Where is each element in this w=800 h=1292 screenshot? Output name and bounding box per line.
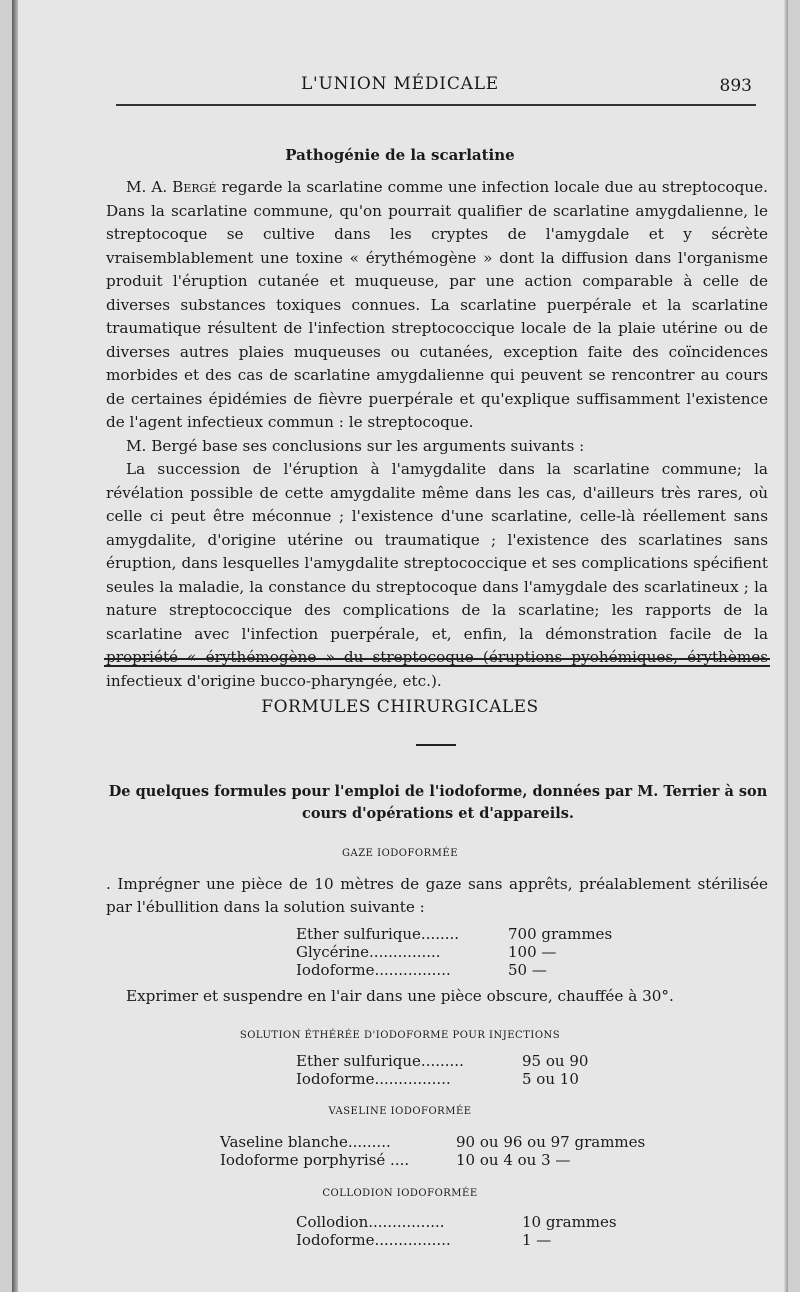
collodion-heading: COLLODION IODOFORMÉE <box>322 1188 478 1199</box>
gaze-recipe <box>296 925 612 979</box>
solution-heading: SOLUTION ÉTHÉRÉE D'IODOFORME POUR INJECTIONS <box>239 1030 561 1041</box>
recipe-row <box>296 961 612 979</box>
paragraph-2: M. Bergé base ses conclusions sur les arguments suivants : <box>126 436 585 455</box>
ingredient-name: Ether sulfurique......... <box>296 1052 464 1070</box>
ingredient-name: Glycérine............... <box>296 943 441 961</box>
paragraph-1 <box>106 176 768 435</box>
recipe-row <box>220 1151 645 1169</box>
ingredient-name: Vaseline blanche......... <box>220 1133 391 1151</box>
ingredient-quantity: 95 ou 90 <box>522 1052 589 1070</box>
recipe-row <box>296 1070 588 1088</box>
gaze-instructions: . Imprégner une pièce de 10 mètres de gaze sans apprêts, préalablement stérilisée par l'ébullition dans la solution suivante : <box>106 875 768 916</box>
collodion-recipe <box>296 1213 617 1249</box>
page-number: 893 <box>719 76 752 96</box>
ingredient-quantity: 5 ou 10 <box>522 1070 579 1088</box>
ingredient-quantity: 10 grammes <box>522 1213 617 1231</box>
recipe-row <box>296 925 612 943</box>
vaseline-heading: VASELINE IODOFORMÉE <box>328 1106 472 1117</box>
formules-title: FORMULES CHIRURGICALES <box>261 697 539 717</box>
recipe-row <box>296 1052 588 1070</box>
ingredient-quantity: 50 — <box>508 961 547 979</box>
ingredient-quantity: 100 — <box>508 943 557 961</box>
ingredient-name: Iodoforme................ <box>296 1070 451 1088</box>
title-rule <box>416 744 456 746</box>
formules-subtitle: De quelques formules pour l'emploi de l'iodoforme, données par M. Terrier à son cours d'opérations et d'appareils. <box>108 783 768 822</box>
ingredient-name: Iodoforme................ <box>296 1231 451 1249</box>
section-divider <box>104 658 770 667</box>
recipe-row <box>296 1231 617 1249</box>
solution-recipe <box>296 1052 588 1088</box>
author-name: M. A. Bergé <box>126 178 217 196</box>
ingredient-quantity: 1 — <box>522 1231 552 1249</box>
ingredient-name: Ether sulfurique........ <box>296 925 460 943</box>
ingredient-quantity: 10 ou 4 ou 3 — <box>456 1151 571 1169</box>
journal-page <box>12 0 788 1292</box>
paragraph-3: La succession de l'éruption à l'amygdalite dans la scarlatine commune; la révélation possible de cette amygdalite même dans les cas, d'ailleurs très rares, où celle ci peut être méconnue ; l'existence d'une scarlatine, celle-là réellement sans amygdalite, d'origine utérine ou traumatique ; l'existence des scarlatines sans éruption, dans lesquelles l'amygdalite streptococcique et ses complications spécifient seules la maladie, la constance du streptocoque dans l'amygdale des scarlatineux ; la nature streptococcique des complications de la scarlatine; les rapports de la scarlatine avec l'infection puerpérale, et, enfin, la démonstration facile de la propriété « érythémogène » du streptocoque (éruptions pyohémiques, érythèmes infectieux d'origine bucco-pharyngée, etc.). <box>106 460 768 690</box>
running-header-title: L'UNION MÉDICALE <box>300 74 500 94</box>
ingredient-name: Collodion................ <box>296 1213 445 1231</box>
vaseline-recipe <box>220 1133 645 1169</box>
header-rule <box>116 104 756 106</box>
recipe-row <box>220 1133 645 1151</box>
ingredient-name: Iodoforme................ <box>296 961 451 979</box>
recipe-row <box>296 1213 617 1231</box>
paragraph-1-text: regarde la scarlatine comme une infection locale due au streptocoque. Dans la scarlatine commune, qu'on pourrait qualifier de scarlatine amygdalienne, le streptocoque se cultive dans les cryptes de l'amygdale et y sécrète vraisemblablement une toxine « érythémogène » dont la diffusion dans l'organisme produit l'éruption cutanée et muqueuse, par une action comparable à celle de diverses substances toxiques connues. La scarlatine puerpérale et la scarlatine traumatique résultent de l'infection streptococcique locale de la plaie utérine ou de diverses autres plaies muqueuses ou cutanées, exception faite des coïncidences morbides et des cas de scarlatine amygdalienne qui peuvent se rencontrer au cours de certaines épidémies de fièvre puerpérale et qu'explique suffisamment l'existence de l'agent infectieux commun : le streptocoque. <box>106 178 768 431</box>
section-title: Pathogénie de la scarlatine <box>285 146 515 164</box>
article-body <box>106 176 768 693</box>
gaze-outro: Exprimer et suspendre en l'air dans une pièce obscure, chauffée à 30°. <box>126 987 674 1005</box>
recipe-row <box>296 943 612 961</box>
ingredient-quantity: 90 ou 96 ou 97 grammes <box>456 1133 646 1151</box>
ingredient-name: Iodoforme porphyrisé .... <box>220 1151 410 1169</box>
gaze-heading: GAZE IODOFORMÉE <box>341 848 458 859</box>
ingredient-quantity: 700 grammes <box>508 925 613 943</box>
